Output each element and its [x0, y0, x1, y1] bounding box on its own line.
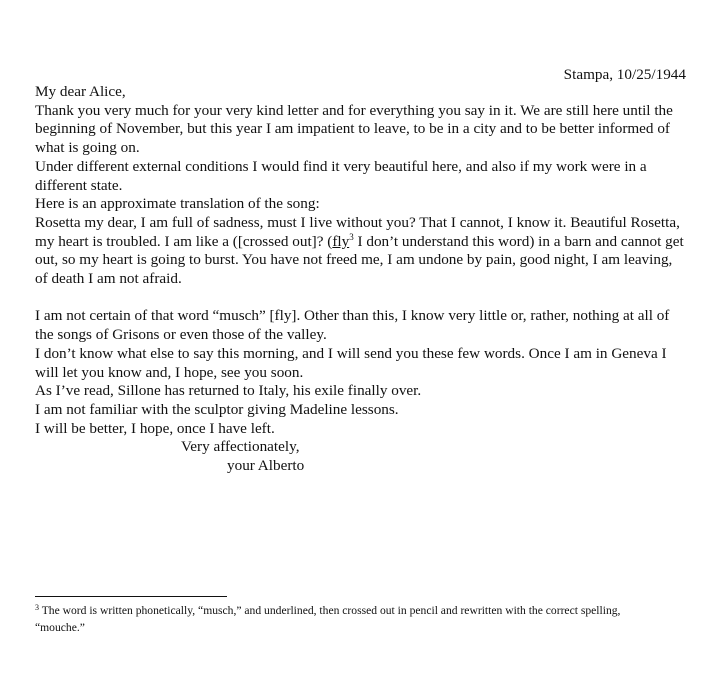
paragraph-gap — [35, 289, 685, 308]
salutation: My dear Alice, — [35, 83, 126, 100]
footnote-text: The word is written phonetically, “musch,” and underlined, then crossed out in pencil and rewritten with the correct spelling, “mouche.” — [35, 604, 621, 634]
paragraph-geneva: I don’t know what else to say this morning, and I will send you these few words. Once I am in Geneva I will let you know and, I hope, see you soon. — [35, 344, 667, 381]
paragraph-musch: I am not certain of that word “musch” [fly]. Other than this, I know very little or, rather, nothing at all of the songs of Grisons or even those of the valley. — [35, 307, 670, 344]
song-text-part2: I don’t understand this word) in a barn and cannot get out, so my heart is going to burst. You have not freed me, I am undone by pain, good night, I am leaving, of death I am not afraid. — [35, 232, 684, 288]
footnote — [35, 602, 665, 636]
footnote-reference: 3 — [349, 231, 354, 242]
paragraph-sculptor: I am not familiar with the sculptor giving Madeline lessons. — [35, 400, 399, 418]
paragraph-translation-intro: Here is an approximate translation of the song: — [35, 195, 320, 213]
song-text-part1: Rosetta my dear, I am full of sadness, must I live without you? That I cannot, I know it. Beautiful Rosetta, my heart is troubled. I am like a ([crossed out]? ( — [35, 213, 680, 250]
letter-body — [35, 83, 685, 476]
signature: your Alberto — [227, 457, 305, 475]
paragraph-sillone: As I’ve read, Sillone has returned to Italy, his exile finally over. — [35, 382, 422, 400]
paragraph-thanks: Thank you very much for your very kind letter and for everything you say in it. We are still here until the beginning of November, but this year I am impatient to leave, to be in a city and to be better informed of what is going on. — [35, 101, 673, 157]
closing: Very affectionately, — [181, 438, 300, 456]
dateline: Stampa, 10/25/1944 — [563, 66, 686, 83]
footnote-divider — [35, 596, 227, 597]
song-translation — [35, 214, 685, 289]
paragraph-better: I will be better, I hope, once I have left. — [35, 419, 275, 437]
paragraph-conditions: Under different external conditions I would find it very beautiful here, and also if my work were in a different state. — [35, 157, 647, 194]
song-underlined-word: fly — [332, 232, 350, 250]
footnote-marker: 3 — [35, 603, 39, 612]
